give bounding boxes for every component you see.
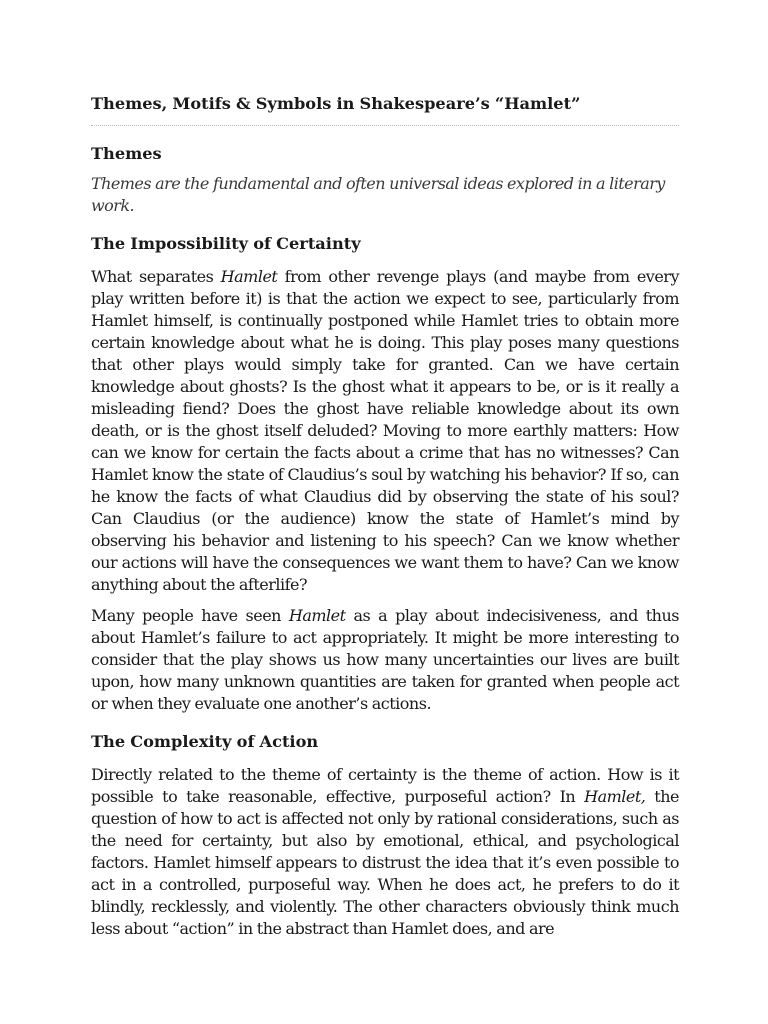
document-title: Themes, Motifs & Symbols in Shakespeare’s “Hamlet” <box>91 93 679 126</box>
paragraph <box>91 764 679 940</box>
section-heading-action: The Complexity of Action <box>91 732 319 751</box>
paragraph-text: as a play about indecisiveness, and thus about Hamlet’s failure to act appropriately. It might be more interesting to consider that the play shows us how many uncertainties our lives are built upon, how many unknown quantities are taken for granted when people act or when they evaluate one another’s actions. <box>91 606 679 713</box>
italic-title: Hamlet <box>220 267 278 286</box>
paragraph-text: What separates <box>91 267 221 286</box>
paragraph <box>91 605 679 715</box>
paragraph <box>91 266 679 596</box>
italic-title: Hamlet <box>288 606 346 625</box>
italic-title: Hamlet, <box>584 787 646 806</box>
paragraph-text: Many people have seen <box>91 606 289 625</box>
themes-intro: Themes are the fundamental and often universal ideas explored in a literary work. <box>91 174 665 215</box>
paragraph-text: the question of how to act is affected not only by rational considerations, such as the need for certainty, but also by emotional, ethical, and psychological factors. Hamlet himself appears to distrust the idea that it’s even possible to act in a controlled, purposeful way. When he does act, he prefers to do it blindly, recklessly, and violently. The other characters obviously think much less about “action” in the abstract than Hamlet does, and are <box>91 787 680 938</box>
paragraph-text: from other revenge plays (and maybe from every play written before it) is that the action we expect to see, particularly from Hamlet himself, is continually postponed while Hamlet tries to obtain more certain knowledge about what he is doing. This play poses many questions that other plays would simply take for granted. Can we have certain knowledge about ghosts? Is the ghost what it appears to be, or is it really a misleading fiend? Does the ghost have reliable knowledge about its own death, or is the ghost itself deluded? Moving to more earthly matters: How can we know for certain the facts about a crime that has no witnesses? Can Hamlet know the state of Claudius’s soul by watching his behavior? If so, can he know the facts of what Claudius did by observing the state of his soul? Can Claudius (or the audience) know the state of Hamlet’s mind by observing his behavior and listening to his speech? Can we know whether our actions will have the consequences we want them to have? Can we know anything about the afterlife? <box>91 267 679 594</box>
section-heading-certainty: The Impossibility of Certainty <box>91 234 361 253</box>
themes-heading: Themes <box>91 144 162 163</box>
paragraph-text: Directly related to the theme of certainty is the theme of action. How is it possible to take reasonable, effective, purposeful action? In <box>91 765 679 806</box>
